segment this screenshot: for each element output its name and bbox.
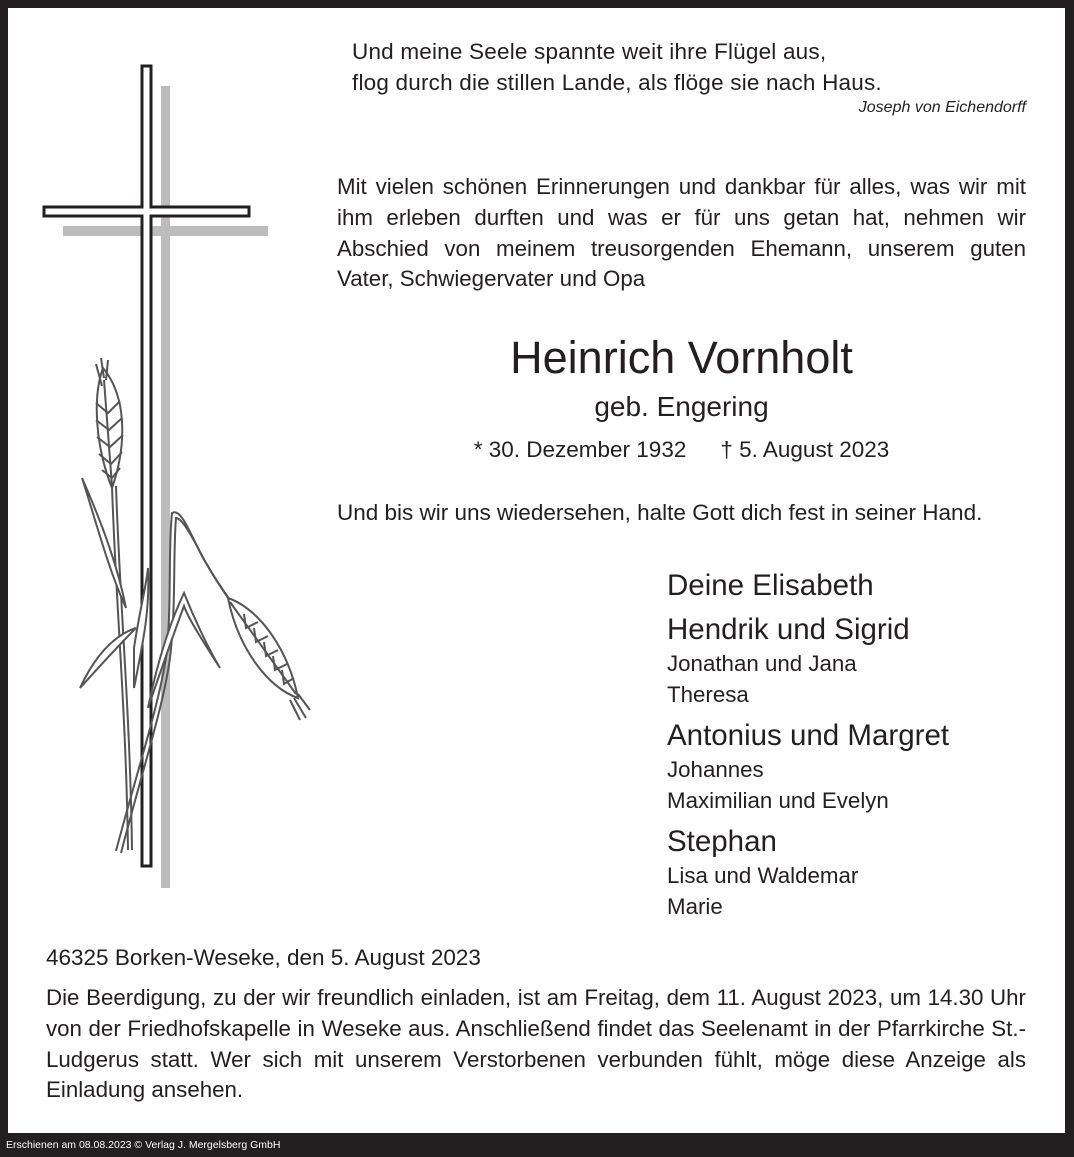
mourner-group — [667, 718, 949, 816]
intro-text: Mit vielen schönen Erinnerungen und dankbar für alles, was wir mit ihm erleben durften und was er für uns getan hat, nehmen wir Abschied von meinem treusorgenden Ehemann, unserem guten Vater, Schwiegervater und Opa — [337, 174, 1026, 292]
mourner-main: Stephan — [667, 825, 777, 858]
mourner-main: Hendrik und Sigrid — [667, 613, 910, 646]
death-date: † 5. August 2023 — [720, 437, 890, 462]
mourner-group — [667, 568, 949, 604]
mourner-group — [667, 612, 949, 710]
wheat-icon — [80, 358, 310, 853]
mourners-list — [667, 568, 949, 930]
mourner-main: Deine Elisabeth — [667, 569, 874, 602]
cross-outline — [44, 66, 249, 866]
mourner-main: Antonius und Margret — [667, 719, 950, 752]
life-dates — [337, 435, 1026, 465]
publication-footer: Erschienen am 08.08.2023 © Verlag J. Mergelsberg GmbH — [6, 1139, 281, 1151]
poem-line: Und meine Seele spannte weit ihre Flügel aus, — [352, 39, 827, 64]
place-date: 46325 Borken-Weseke, den 5. August 2023 — [46, 945, 481, 970]
mourner-sub: Johannes — [667, 757, 764, 782]
deceased-name: Heinrich Vornholt — [510, 332, 853, 383]
cross-with-wheat-icon — [8, 8, 328, 908]
mourner-sub: Maximilian und Evelyn — [667, 788, 889, 813]
poem-author: Joseph von Eichendorff — [858, 99, 1026, 116]
funeral-info: Die Beerdigung, zu der wir freundlich einladen, ist am Freitag, dem 11. August 2023, um 14.30 Uhr von der Friedhofskapelle in Weseke aus. Anschließend findet das Seelenamt in der Pfarrkirche St.-Ludgerus statt. Wer sich mit unserem Verstorbenen verbunden fühlt, möge diese Anzeige als Einladung ansehen. — [46, 985, 1026, 1103]
mourner-sub: Lisa und Waldemar — [667, 863, 859, 888]
mourner-group — [667, 824, 949, 922]
mourner-sub: Jonathan und Jana — [667, 651, 857, 676]
birth-date: * 30. Dezember 1932 — [473, 437, 687, 462]
wheat-ear-left — [96, 358, 123, 488]
farewell-verse: Und bis wir uns wiedersehen, halte Gott dich fest in seiner Hand. — [337, 500, 983, 525]
deceased-birth-name: geb. Engering — [594, 391, 769, 422]
wheat-ear-right — [228, 598, 310, 720]
mourner-sub: Theresa — [667, 682, 749, 707]
obituary-sheet — [8, 8, 1065, 1133]
poem-line: flog durch die stillen Lande, als flöge sie nach Haus. — [352, 70, 882, 95]
poem — [352, 36, 882, 98]
mourner-sub: Marie — [667, 894, 723, 919]
cross-shadow-horizontal — [63, 226, 268, 236]
